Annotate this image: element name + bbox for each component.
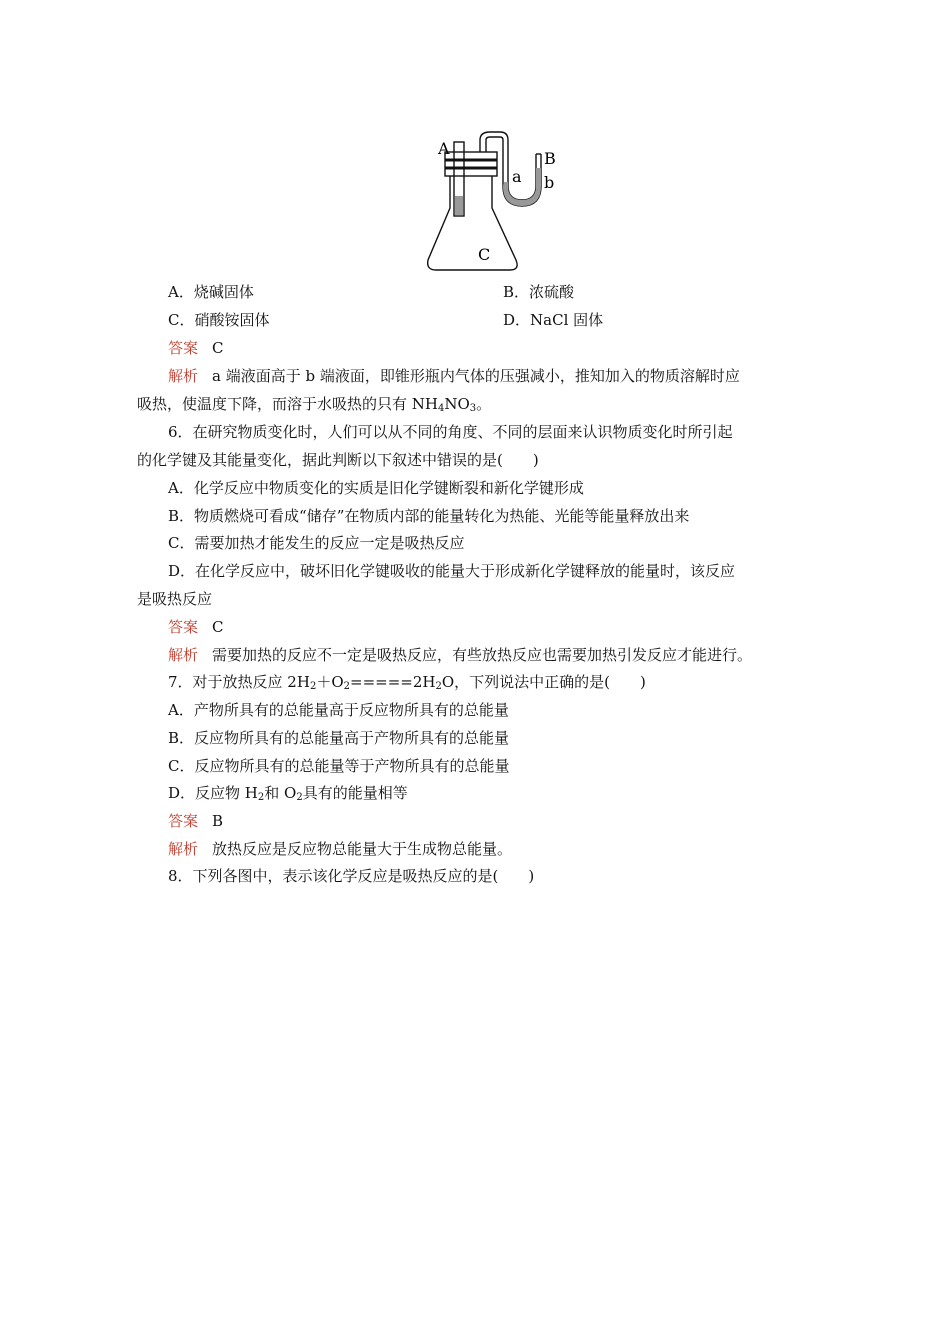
q7-option-d: D．反应物 $H_2$和 $O_2$具有的能量相等	[168, 784, 408, 803]
q7-answer-row	[168, 811, 223, 831]
q6-analysis-row	[168, 645, 752, 665]
q7-answer: B	[212, 812, 224, 830]
q5-option-d: D．NaCl 固体	[503, 311, 604, 329]
q5-analysis-row	[168, 366, 740, 386]
q7-analysis-label: 解析	[168, 840, 199, 858]
q5-option-a: A．烧碱固体	[168, 283, 254, 301]
stopper	[445, 152, 497, 176]
label-b-lower: b	[544, 173, 555, 192]
q5-answer-label: 答案	[168, 339, 199, 357]
q6-analysis-label: 解析	[168, 646, 199, 664]
q5-option-c: C．硝酸铵固体	[168, 311, 270, 329]
q5-analysis-line2: 吸热，使温度下降，而溶于水吸热的只有 $NH_4NO_3$。	[137, 395, 492, 414]
label-b-upper: B	[544, 149, 556, 168]
q7-analysis-row	[168, 839, 512, 859]
q5-analysis-line1: a 端液面高于 b 端液面，即锥形瓶内气体的压强减小，推知加入的物质溶解时应	[212, 367, 740, 385]
q7-answer-label: 答案	[168, 812, 199, 830]
apparatus-figure	[420, 124, 570, 274]
label-a-lower: a	[512, 167, 522, 186]
q7-stem: 7．对于放热反应 $2H_2+O_2=====2H_2O$，下列说法中正确的是( )	[168, 673, 646, 692]
q5-answer-row	[168, 338, 224, 358]
q6-answer-row	[168, 617, 224, 637]
q7-option-b: B．反应物所具有的总能量高于产物所具有的总能量	[168, 729, 510, 747]
q6-option-d-line2: 是吸热反应	[137, 590, 213, 608]
label-a-upper: A	[438, 139, 450, 158]
q6-option-c: C．需要加热才能发生的反应一定是吸热反应	[168, 534, 465, 552]
q7-option-a: A．产物所具有的总能量高于反应物所具有的总能量	[168, 701, 509, 719]
q5-answer: C	[212, 339, 224, 357]
q6-analysis: 需要加热的反应不一定是吸热反应，有些放热反应也需要加热引发反应才能进行。	[212, 646, 753, 664]
q6-answer-label: 答案	[168, 618, 199, 636]
q6-option-b: B．物质燃烧可看成“储存”在物质内部的能量转化为热能、光能等能量释放出来	[168, 507, 690, 525]
q8-stem: 8．下列各图中，表示该化学反应是吸热反应的是( )	[168, 867, 535, 885]
q6-stem-line2: 的化学键及其能量变化，据此判断以下叙述中错误的是( )	[137, 451, 539, 469]
q6-answer: C	[212, 618, 224, 636]
q5-analysis-label: 解析	[168, 367, 199, 385]
q5-option-b: B．浓硫酸	[503, 283, 575, 301]
q7-option-c: C．反应物所具有的总能量等于产物所具有的总能量	[168, 757, 510, 775]
q6-stem-line1: 6．在研究物质变化时，人们可以从不同的角度、不同的层面来认识物质变化时所引起	[168, 423, 733, 441]
label-c: C	[478, 245, 491, 264]
q7-analysis: 放热反应是反应物总能量大于生成物总能量。	[212, 840, 513, 858]
liquid-a	[455, 196, 463, 215]
q6-option-d-line1: D．在化学反应中，破坏旧化学键吸收的能量大于形成新化学键释放的能量时，该反应	[168, 562, 736, 580]
q6-option-a: A．化学反应中物质变化的实质是旧化学键断裂和新化学键形成	[168, 479, 584, 497]
